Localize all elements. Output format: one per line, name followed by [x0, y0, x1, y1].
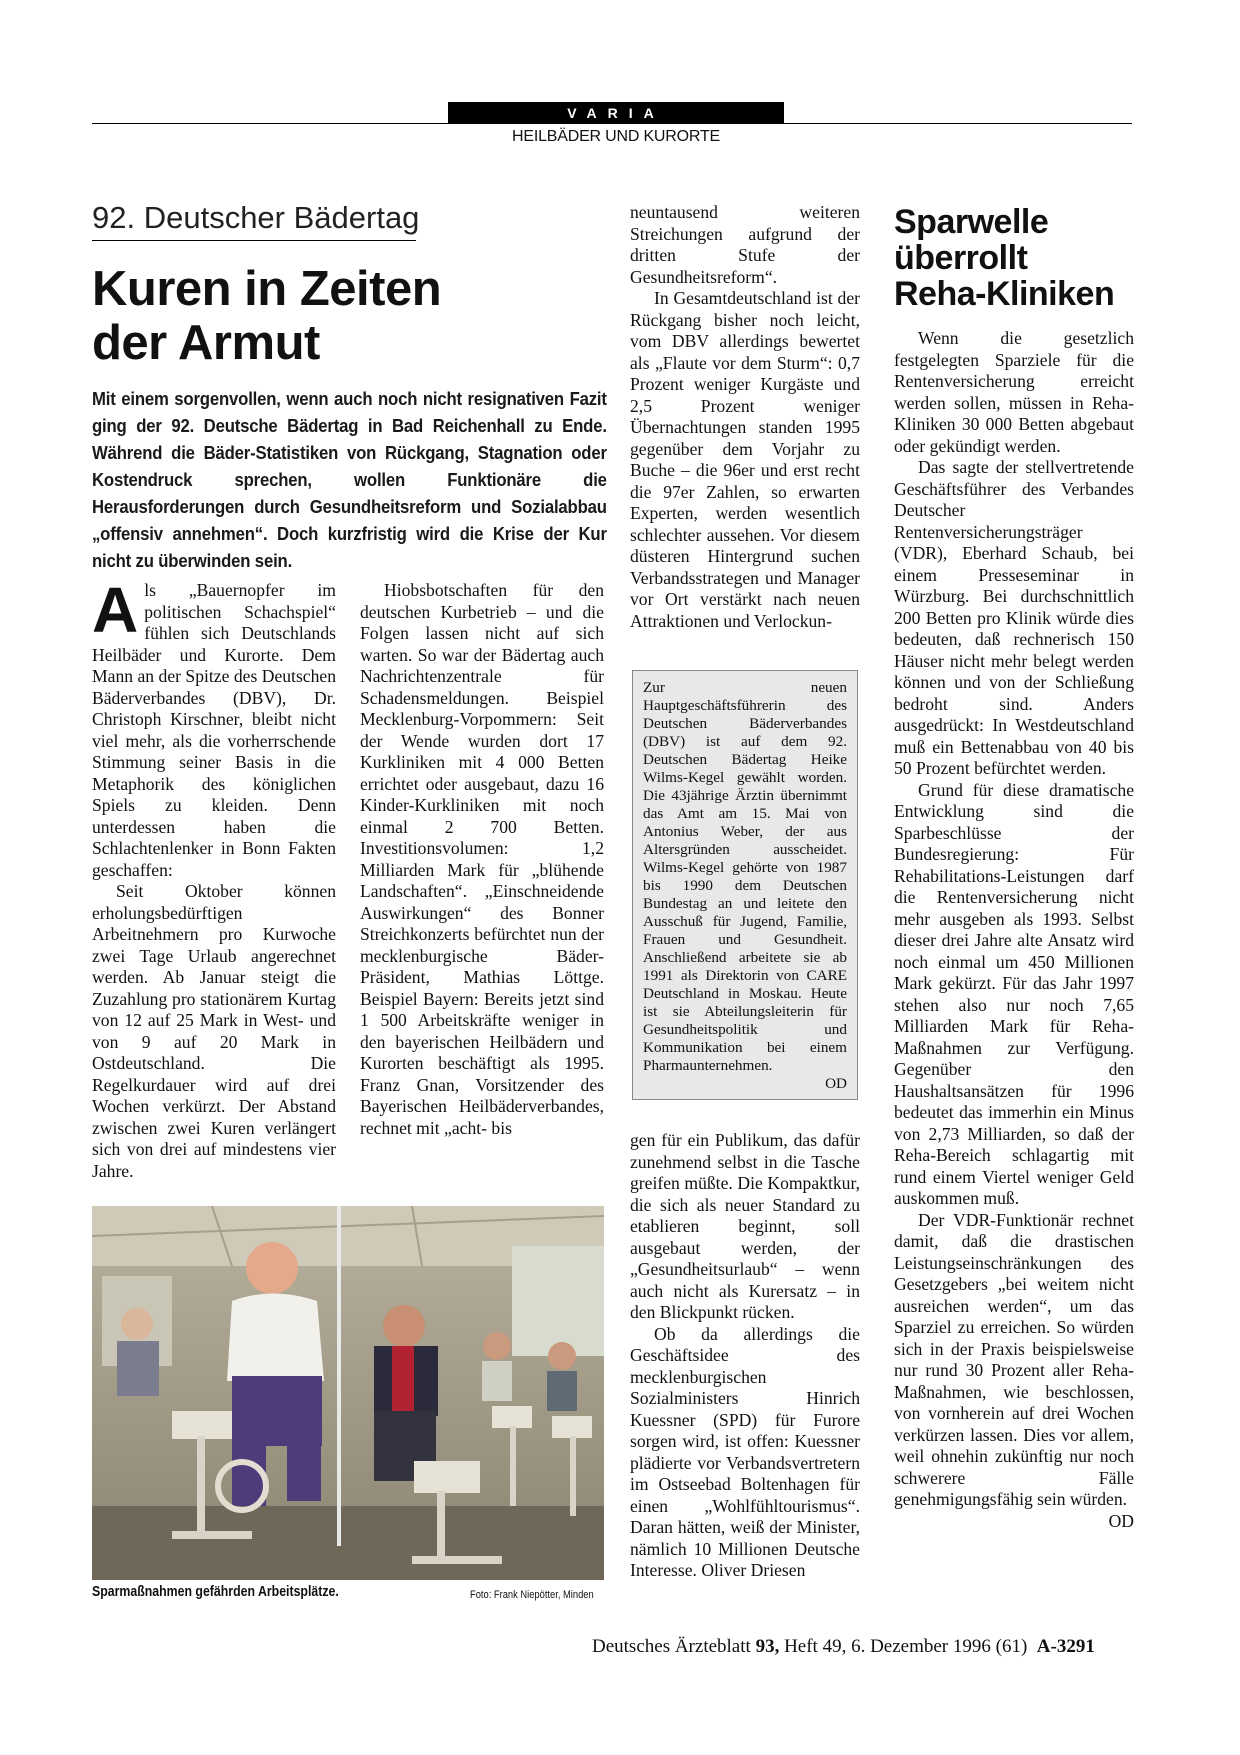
article-column-3-bottom — [630, 1130, 860, 1582]
drop-cap: A — [92, 574, 139, 646]
info-box-signature: OD — [825, 1075, 847, 1092]
info-box-text: Zur neuen Hauptgeschäftsführerin des Deutschen Bäderverbandes (DBV) ist auf dem 92. Deutschen Bädertag Heike Wilms-Kegel gewählt worden. Die 43jährige Ärztin übernimmt das Amt am 15. Mai von Antonius Weber, der aus Altersgründen ausscheidet. Wilms-Kegel gehörte von 1987 bis 1990 dem Deutschen Bundestag an und leitete den Ausschuß für Jugend, Familie, Frauen und Gesundheit. Anschließend arbeitete sie ab 1991 als Direktorin von CARE Deutschland in Moskau. Heute ist sie Abteilungsleiterin für Gesundheitspolitik und Kommunikation bei einem Pharmaunternehmen. — [643, 679, 847, 1074]
kicker-underline — [92, 240, 416, 241]
section-label: HEILBÄDER UND KURORTE — [512, 128, 720, 145]
paragraph: Ob da allerdings die Geschäftsidee des mecklenburgischen Sozialministers Hinrich Kuessner (SPD) für Furore sorgen wird, ist offen: Kuessner plädierte vor Verbandsvertretern im Ostseebad Boltenhagen für einen „Wohlfühltourismus“. Daran hätten, weiß der Minister, nämlich 10 Millionen Deutsche Interesse. Oliver Driesen — [630, 1323, 860, 1580]
article-column-2 — [360, 580, 604, 1139]
article-kicker: 92. Deutscher Bädertag — [92, 200, 420, 235]
paragraph: In Gesamtdeutschland ist der Rückgang bisher noch leicht, vom DBV allerdings bewertet als „Flaute vor dem Sturm“: 0,7 Prozent weniger Kurgäste und 2,5 Prozent weniger Übernachtungen standen 1995 gegenüber dem Vorjahr zu Buche – die 96er und erst recht die 97er Zahlen, so erwarten Experten, werden wesentlich schlechter aussehen. Vor diesem düsteren Hintergrund suchen Verbandsstrategen und Manager vor Ort verstärkt nach neuen Attraktionen und Verlockun- — [630, 288, 860, 631]
footer-issue: Heft 49, 6. Dezember 1996 (61) — [784, 1636, 1028, 1657]
section-tag: VARIA — [448, 102, 784, 124]
headline-line-2: der Armut — [92, 316, 320, 370]
paragraph: Grund für diese dramatische Entwicklung sind die Sparbeschlüsse der Bundesregierung: Für Rehabilitations-Leistungen darf die Rentenversicherung nicht mehr ausgeben als 1993. Selbst dieser drei Jahre alte Ansatz wird noch einmal um 450 Millionen Mark gekürzt. Für das Jahr 1997 stehen also nur noch 7,65 Milliarden Mark für Reha-Maßnahmen zur Verfügung. Gegenüber den Haushaltsansätzen für 1996 bedeutet das immerhin ein Minus von 2,73 Milliarden, so daß der Reha-Bereich schlagartig mit rund einem Viertel weniger Geld auskommen muß. — [894, 779, 1134, 1208]
article-column-3-top — [630, 202, 860, 632]
photo-credit: Foto: Frank Niepötter, Minden — [470, 1589, 594, 1601]
sidebar-signature: OD — [1108, 1510, 1134, 1531]
paragraph: Wenn die gesetzlich festgelegten Sparziele für die Rentenversicherung erreicht werden sollen, müssen in Reha-Kliniken 30 000 Betten abgebaut oder gekündigt werden. — [894, 328, 1134, 456]
article-column-1 — [92, 574, 336, 1182]
sidebar-headline-line-3: Reha-Kliniken — [894, 275, 1115, 313]
paragraph: Der VDR-Funktionär rechnet damit, daß die drastischen Leistungseinschränkungen des Gesetzgebers „bei weitem nicht ausreichen werden“, um das Sparziel zu erreichen. So würden sich in der Praxis beispielsweise nur rund 30 Prozent aller Reha-Maßnahmen, wie beschlossen, von vornherein auf drei Wochen verkürzen lassen. Dies vor allem, weil ohnehin zukünftig nur noch schwerere Fälle genehmigungsfähig sein würden. — [894, 1209, 1134, 1509]
sidebar-headline-line-1: Sparwelle — [894, 203, 1049, 241]
sidebar-headline — [894, 204, 1134, 312]
paragraph: Das sagte der stellvertretende Geschäftsführer des Verbandes Deutscher Rentenversicherungsträger (VDR), Eberhard Schaub, bei einem Presseseminar in Würzburg. Bei durchschnittlich 200 Betten pro Klinik würde dies bedeuten, daß rechnerisch 150 Häuser nicht mehr belegt werden können und von der Schließung bedroht sind. Anders ausgedrückt: In Westdeutschland muß ein Bettenabbau von 40 bis 50 Prozent befürchtet werden. — [894, 457, 1134, 778]
paragraph: Hiobsbotschaften für den deutschen Kurbetrieb – und die Folgen lassen nicht auf sich warten. So war der Bädertag auch Nachrichtenzentrale für Schadensmeldungen. Beispiel Mecklenburg-Vorpommern: Seit der Wende wurden dort 17 Kurkliniken mit 4 000 Betten errichtet oder ausgebaut, dazu 16 Kinder-Kurkliniken mit noch einmal 2 700 Betten. Investitionsvolumen: 1,2 Milliarden Mark für „blühende Landschaften“. „Einschneidende Auswirkungen“ des Bonner Streichkonzerts befürchtet nun der mecklenburgische Bäder-Präsident, Mathias Löttge. Beispiel Bayern: Bereits jetzt sind 1 500 Arbeitskräfte weniger in den bayerischen Heilbädern und Kurorten beschäftigt als 1995. Franz Gnan, Vorsitzender des Bayerischen Heilbäderverbandes, rechnet mit „acht- bis — [360, 580, 604, 1138]
paragraph: Seit Oktober können erholungsbedürftigen Arbeitnehmern pro Kurwoche zwei Tage Urlaub angerechnet werden. Ab Januar steigt die Zuzahlung pro stationärem Kurtag von 12 auf 25 Mark in West- und von 9 auf 20 Mark in Ostdeutschland. Die Regelkurdauer wird auf drei Wochen verkürzt. Der Abstand zwischen zwei Kuren verlängert sich von drei auf mindestens vier Jahre. — [92, 881, 336, 1181]
headline-line-1: Kuren in Zeiten — [92, 262, 442, 316]
photo-caption: Sparmaßnahmen gefährden Arbeitsplätze. — [92, 1584, 339, 1600]
footer-journal: Deutsches Ärzteblatt — [592, 1636, 751, 1657]
info-box — [632, 670, 858, 1100]
article-lead: Mit einem sorgenvollen, wenn auch noch nicht resignativen Fazit ging der 92. Deutsche Bädertag in Bad Reichenhall zu Ende. Während die Bäder-Statistiken von Rückgang, Stagnation oder Kostendruck sprechen, wollen Funktionäre die Herausforderungen durch Gesundheitsreform und Sozialabbau „offensiv annehmen“. Doch kurzfristig wird die Krise der Kur nicht zu überwinden sein. — [92, 388, 607, 571]
paragraph: neuntausend weiteren Streichungen aufgrund der dritten Stufe der Gesundheitsreform“. — [630, 202, 860, 287]
paragraph: gen für ein Publikum, das dafür zunehmend selbst in die Tasche greifen müßte. Die Kompaktkur, die sich als neuer Standard zu etablieren beginnt, soll ausgebaut werden, der „Gesundheitsurlaub“ – wenn auch nicht als Kurersatz – in den Blickpunkt rücken. — [630, 1130, 860, 1322]
sidebar-headline-line-2: überrollt — [894, 239, 1028, 277]
footer-volume: 93, — [755, 1636, 780, 1657]
footer-page-number: A-3291 — [1036, 1636, 1095, 1657]
article-headline — [92, 262, 612, 370]
photo-exercise-bikes — [92, 1206, 604, 1580]
paragraph: Als „Bauernopfer im politischen Schachspiel“ fühlen sich Deutschlands Heilbäder und Kurorte. Dem Mann an der Spitze des Deutschen Bäderverbandes (DBV), Dr. Christoph Kirschner, bleibt nicht viel mehr, als die vorherrschende Stimmung seiner Basis in die Metaphorik des königlichen Spiels zu kleiden. Denn unterdessen haben die Schlachtenlenker in Bonn Fakten geschaffen: — [92, 574, 336, 880]
page-footer — [592, 1636, 1095, 1658]
sidebar-column — [894, 328, 1134, 1532]
article-photo — [92, 1206, 604, 1580]
